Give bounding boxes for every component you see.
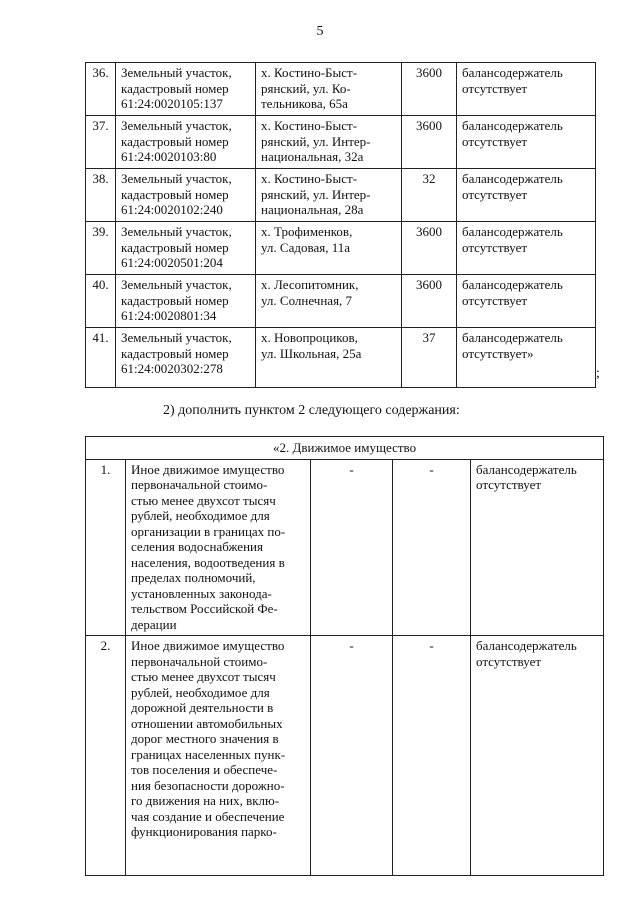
text-line: первоначальной стоимо-: [131, 653, 268, 669]
row-number: 40.: [86, 275, 116, 328]
text-line: отсутствует»: [462, 345, 534, 361]
property-value-2: -: [393, 636, 471, 876]
text-line: 61:24:0020102:240: [121, 202, 223, 217]
text-line: ния безопасности дорожно-: [131, 777, 285, 793]
table-row: [86, 275, 596, 328]
property-name: [116, 116, 256, 169]
text-line: кадастровый номер: [121, 133, 229, 149]
text-line: рянский, ул. Интер-: [261, 186, 371, 202]
property-area: 3600: [402, 222, 457, 275]
property-address: [256, 169, 402, 222]
property-name: [116, 63, 256, 116]
text-line: пределах полномочий,: [131, 570, 256, 585]
table-row: [86, 63, 596, 116]
text-line: балансодержатель: [476, 638, 577, 653]
text-line: балансодержатель: [462, 65, 563, 80]
property-area: 3600: [402, 116, 457, 169]
instruction-text: 2) дополнить пунктом 2 следующего содержания:: [163, 403, 460, 418]
property-value-1: -: [311, 459, 393, 636]
text-line: отсутствует: [462, 133, 528, 149]
row-number: 38.: [86, 169, 116, 222]
text-line: тельством Российской Фе-: [131, 601, 278, 616]
text-line: организации в границах по-: [131, 523, 286, 539]
balance-holder: [457, 222, 596, 275]
property-value-1: -: [311, 636, 393, 876]
property-name: [116, 275, 256, 328]
property-value-2: -: [393, 459, 471, 636]
text-line: кадастровый номер: [121, 345, 229, 361]
text-line: балансодержатель: [476, 461, 577, 477]
text-line: 61:24:0020105:137: [121, 96, 223, 111]
section-title: «2. Движимое имущество: [86, 437, 604, 460]
property-name: [116, 328, 256, 388]
text-line: населения, водоотведения в: [131, 554, 285, 570]
text-line: х. Новопроциков,: [261, 330, 358, 345]
text-line: кадастровый номер: [121, 239, 229, 255]
text-line: х. Костино-Быст-: [261, 171, 358, 186]
text-line: дерации: [131, 616, 177, 632]
property-address: [256, 222, 402, 275]
text-line: Земельный участок,: [121, 277, 232, 292]
table-row: [86, 328, 596, 388]
property-area: 32: [402, 169, 457, 222]
movable-property-table: [85, 436, 604, 876]
property-address: [256, 275, 402, 328]
text-line: установленных законода-: [131, 585, 272, 601]
text-line: балансодержатель: [462, 277, 563, 292]
land-plots-table: [85, 62, 596, 388]
text-line: Земельный участок,: [121, 118, 232, 133]
text-line: тов поселения и обеспече-: [131, 762, 278, 777]
text-line: отсутствует: [462, 239, 528, 255]
row-number: 36.: [86, 63, 116, 116]
balance-holder: [471, 636, 604, 876]
text-line: балансодержатель: [462, 118, 563, 133]
text-line: первоначальной стоимо-: [131, 477, 268, 492]
text-line: Земельный участок,: [121, 171, 232, 186]
text-line: ул. Садовая, 11а: [261, 239, 350, 255]
property-address: [256, 328, 402, 388]
row-number: 2.: [86, 636, 126, 876]
text-line: кадастровый номер: [121, 186, 229, 202]
text-line: тельникова, 65а: [261, 96, 348, 111]
balance-holder: [457, 63, 596, 116]
balance-holder: [471, 459, 604, 636]
text-line: национальная, 28а: [261, 202, 364, 217]
table-row: [86, 116, 596, 169]
text-line: х. Костино-Быст-: [261, 65, 358, 80]
property-description: [126, 636, 311, 876]
text-line: ул. Школьная, 25а: [261, 345, 362, 361]
property-description: [126, 459, 311, 636]
balance-holder: [457, 328, 596, 388]
text-line: отсутствует: [462, 80, 528, 96]
text-line: Земельный участок,: [121, 65, 232, 80]
text-line: отношении автомобильных: [131, 715, 283, 731]
property-address: [256, 63, 402, 116]
property-name: [116, 169, 256, 222]
table-row: [86, 169, 596, 222]
table-row: [86, 222, 596, 275]
text-line: балансодержатель: [462, 330, 563, 345]
text-line: х. Лесопитомник,: [261, 277, 359, 292]
text-line: х. Костино-Быст-: [261, 118, 358, 133]
section-header-row: [86, 437, 604, 460]
text-line: отсутствует: [462, 186, 528, 202]
text-line: отсутствует: [476, 477, 542, 492]
text-line: балансодержатель: [462, 171, 563, 186]
property-name: [116, 222, 256, 275]
text-line: отсутствует: [476, 653, 542, 669]
table-row: [86, 636, 604, 876]
text-line: Земельный участок,: [121, 224, 232, 239]
text-line: рублей, необходимое для: [131, 508, 270, 523]
text-line: отсутствует: [462, 292, 528, 308]
text-line: 61:24:0020302:278: [121, 361, 223, 376]
text-line: рянский, ул. Ко-: [261, 80, 351, 96]
text-line: функционирования парко-: [131, 824, 277, 839]
text-line: селения водоснабжения: [131, 539, 263, 554]
text-line: стью менее двухсот тысяч: [131, 492, 276, 508]
text-line: кадастровый номер: [121, 292, 229, 308]
text-line: дорожной деятельности в: [131, 700, 274, 715]
balance-holder: [457, 275, 596, 328]
text-line: Иное движимое имущество: [131, 461, 285, 477]
text-line: границах населенных пунк-: [131, 746, 286, 762]
text-line: рублей, необходимое для: [131, 684, 270, 700]
text-line: балансодержатель: [462, 224, 563, 239]
row-number: 1.: [86, 459, 126, 636]
text-line: дорог местного значения в: [131, 731, 279, 746]
text-line: Иное движимое имущество: [131, 638, 285, 653]
property-address: [256, 116, 402, 169]
page-number: 5: [316, 24, 324, 39]
text-line: 61:24:0020501:204: [121, 255, 223, 270]
text-line: го движения на них, вклю-: [131, 793, 280, 808]
text-line: рянский, ул. Интер-: [261, 133, 371, 149]
movable-property-table-body: [86, 437, 604, 876]
text-line: х. Трофименков,: [261, 224, 353, 239]
text-line: 61:24:0020103:80: [121, 149, 217, 164]
property-area: 3600: [402, 275, 457, 328]
text-line: чая создание и обеспечение: [131, 808, 285, 824]
text-line: ул. Солнечная, 7: [261, 292, 353, 308]
table-row: [86, 459, 604, 636]
property-area: 37: [402, 328, 457, 388]
property-area: 3600: [402, 63, 457, 116]
text-line: национальная, 32а: [261, 149, 364, 164]
text-line: 61:24:0020801:34: [121, 308, 217, 323]
text-line: кадастровый номер: [121, 80, 229, 96]
land-plots-table-body: [86, 63, 596, 388]
trailing-semicolon: ;: [596, 366, 600, 381]
balance-holder: [457, 169, 596, 222]
row-number: 37.: [86, 116, 116, 169]
row-number: 41.: [86, 328, 116, 388]
text-line: стью менее двухсот тысяч: [131, 669, 276, 684]
text-line: Земельный участок,: [121, 330, 232, 345]
balance-holder: [457, 116, 596, 169]
row-number: 39.: [86, 222, 116, 275]
